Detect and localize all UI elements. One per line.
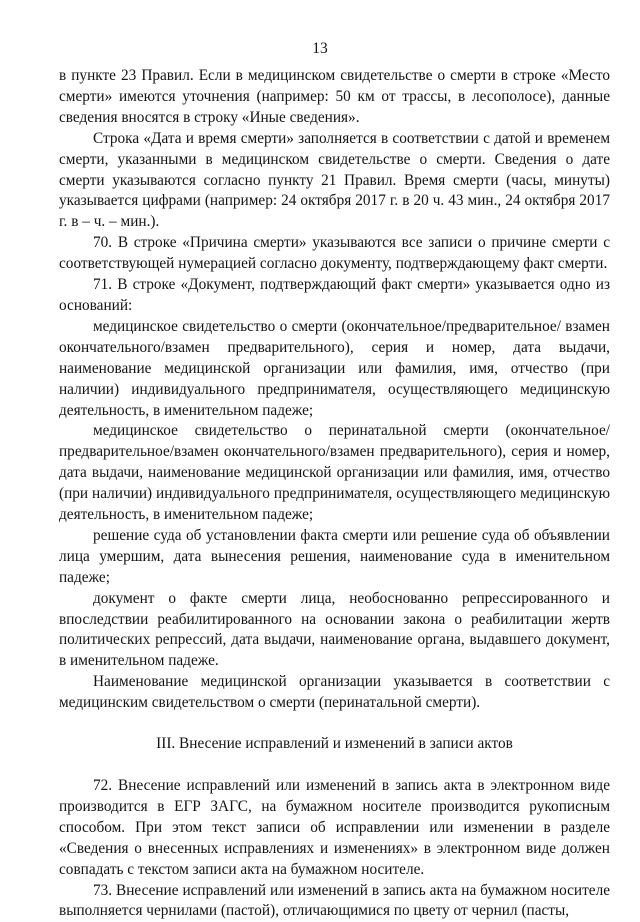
paragraph: документ о факте смерти лица, необоснованно репрессированного и впоследствии реабилитированного на основании закона о реабилитации жертв политических репрессий, дата выдачи, наименование органа, выдавшего документ, в именительном падеже. — [59, 589, 610, 670]
document-body — [59, 66, 610, 922]
section-heading: III. Внесение исправлений и изменений в записи актов — [156, 735, 513, 753]
paragraph: 72. Внесение исправлений или изменений в запись акта в электронном виде производится в ЕГР ЗАГС, на бумажном носителе производится рукописным способом. При этом текст записи об исправлении или изменении в разделе «Сведения о внесенных исправлениях и изменениях» в электронном виде должен совпадать с текстом записи акта на бумажном носителе. — [59, 777, 610, 878]
paragraph: 70. В строке «Причина смерти» указываются все записи о причине смерти с соответствующей нумерацией согласно документу, подтверждающему факт смерти. — [59, 234, 610, 273]
paragraph: Наименование медицинской организации указывается в соответствии с медицинским свидетельством о смерти (перинатальной смерти). — [59, 673, 610, 712]
paragraph: медицинское свидетельство о перинатальной смерти (окончательное/ предварительное/взамен окончательного/взамен предварительного), серия и номер, дата выдачи, наименование медицинской организации или фамилия, имя, отчество (при наличии) индивидуального предпринимателя, осуществляющего медицинскую деятельность, в именительном падеже; — [59, 422, 610, 524]
paragraph: в пункте 23 Правил. Если в медицинском свидетельстве о смерти в строке «Место смерти» имеются уточнения (например: 50 км от трассы, в лесополосе), данные сведения вносятся в строку «Иные сведения». — [59, 67, 610, 126]
paragraph: медицинское свидетельство о смерти (окончательное/предварительное/ взамен окончательного/взамен предварительного), серия и номер, дата выдачи, наименование медицинской организации или фамилия, имя, отчество (при наличии) индивидуального предпринимателя, осуществляющего медицинскую деятельность, в именительном падеже; — [59, 317, 610, 419]
paragraph: 71. В строке «Документ, подтверждающий факт смерти» указывается одно из оснований: — [59, 276, 610, 314]
paragraph: Строка «Дата и время смерти» заполняется в соответствии с датой и временем смерти, указанными в медицинском свидетельстве о смерти. Сведения о дате смерти указываются согласно пункту 21 Правил. Время смерти (часы, минуты) указывается цифрами (например: 24 октября 2017 г. в 20 ч. 43 мин., 24 октября 2017 г. в – ч. – мин.). — [59, 129, 610, 231]
paragraph: решение суда об установлении факта смерти или решение суда об объявлении лица умершим, дата вынесения решения, наименование суда в именительном падеже; — [59, 526, 610, 586]
page-number: 13 — [312, 40, 328, 57]
paragraph: 73. Внесение исправлений или изменений в запись акта на бумажном носителе выполняется чернилами (пастой), отличающимися по цвету от чернил (пасты, — [59, 881, 610, 920]
